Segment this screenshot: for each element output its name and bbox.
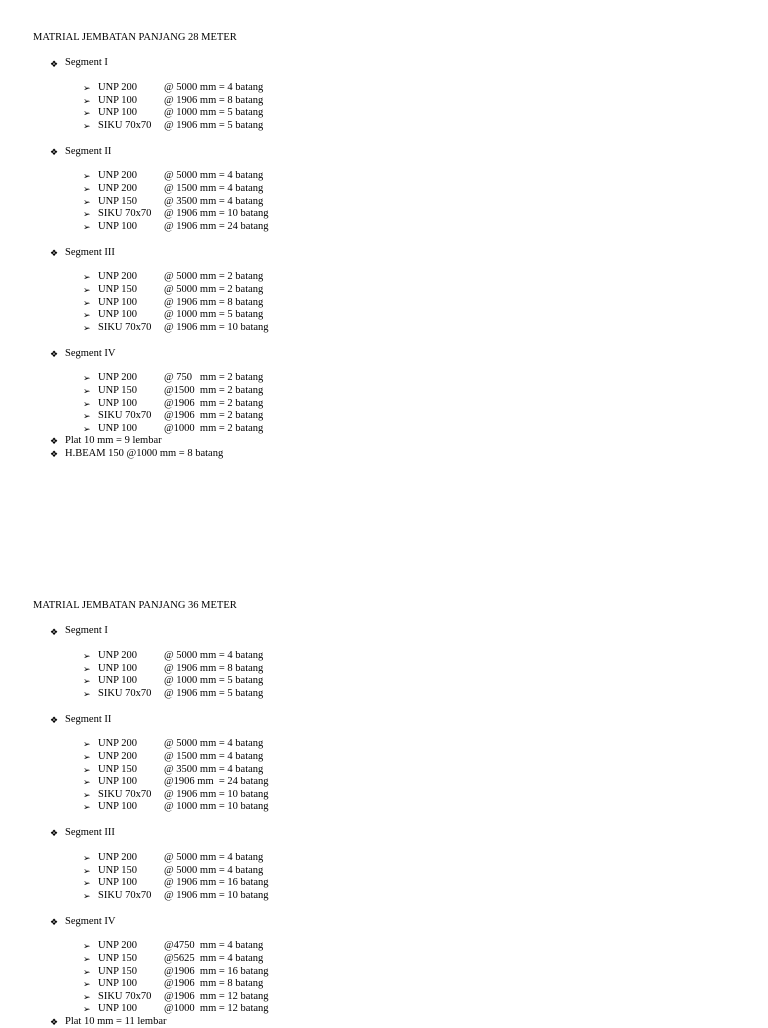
extra-material-item — [50, 435, 269, 448]
material-name: SIKU 70x70 — [98, 990, 152, 1002]
section-title: MATRIAL JEMBATAN PANJANG 28 METER — [33, 32, 237, 43]
material-name: UNP 100 — [98, 877, 137, 889]
material-name: SIKU 70x70 — [98, 410, 152, 422]
arrow-bullet-icon: ➢ — [83, 651, 91, 661]
arrow-bullet-icon: ➢ — [83, 398, 91, 409]
material-item — [83, 82, 269, 95]
material-list — [83, 82, 269, 132]
material-item — [83, 940, 269, 953]
material-spec: @ 1906 mm = 8 batang — [164, 94, 264, 106]
material-spec: @ 5000 mm = 4 batang — [164, 738, 264, 750]
segment — [33, 915, 269, 1016]
material-item — [83, 208, 269, 221]
material-spec: @ 1000 mm = 5 batang — [164, 309, 264, 321]
material-item — [83, 764, 269, 777]
material-name: UNP 150 — [98, 283, 137, 295]
material-spec: @1906 mm = 16 batang — [164, 965, 269, 977]
material-spec: @1000 mm = 2 batang — [164, 422, 264, 434]
material-name: UNP 200 — [98, 650, 137, 661]
material-spec: @1000 mm = 12 batang — [164, 1003, 269, 1015]
material-name: UNP 150 — [98, 384, 137, 396]
extra-materials — [50, 435, 269, 460]
segment-heading — [50, 347, 269, 360]
arrow-bullet-icon: ➢ — [83, 284, 91, 295]
arrow-bullet-icon: ➢ — [83, 663, 91, 674]
material-item — [83, 865, 269, 878]
arrow-bullet-icon: ➢ — [83, 209, 91, 220]
material-name: SIKU 70x70 — [98, 889, 152, 901]
arrow-bullet-icon: ➢ — [83, 688, 91, 699]
segment-heading — [50, 827, 269, 840]
material-spec: @ 1906 mm = 16 batang — [164, 877, 269, 889]
arrow-bullet-icon: ➢ — [83, 966, 91, 977]
material-spec: @ 5000 mm = 4 batang — [164, 82, 264, 93]
arrow-bullet-icon: ➢ — [83, 941, 91, 952]
material-spec: @ 1906 mm = 5 batang — [164, 687, 264, 699]
material-name: UNP 150 — [98, 965, 137, 977]
material-item — [83, 423, 269, 436]
material-item — [83, 978, 269, 991]
material-list — [83, 372, 269, 435]
material-spec: @ 5000 mm = 2 batang — [164, 283, 264, 295]
arrow-bullet-icon: ➢ — [83, 385, 91, 396]
section-28m — [33, 32, 269, 460]
arrow-bullet-icon: ➢ — [83, 802, 91, 813]
material-item — [83, 801, 269, 814]
arrow-bullet-icon: ➢ — [83, 751, 91, 762]
material-item — [83, 309, 269, 322]
diamond-bullet-icon: ❖ — [50, 714, 59, 725]
material-spec: @1906 mm = 2 batang — [164, 397, 264, 409]
diamond-bullet-icon: ❖ — [50, 1016, 59, 1027]
arrow-bullet-icon: ➢ — [83, 739, 91, 750]
segment-heading — [50, 625, 269, 638]
material-list — [83, 271, 269, 334]
segment-label: Segment II — [65, 145, 112, 157]
arrow-bullet-icon: ➢ — [83, 221, 91, 232]
diamond-bullet-icon: ❖ — [50, 58, 59, 69]
arrow-bullet-icon: ➢ — [83, 764, 91, 775]
material-spec: @ 1906 mm = 8 batang — [164, 296, 264, 308]
material-spec: @ 1500 mm = 4 batang — [164, 182, 264, 194]
arrow-bullet-icon: ➢ — [83, 171, 91, 182]
extra-material-item — [50, 448, 269, 461]
material-item — [83, 738, 269, 751]
material-name: UNP 150 — [98, 763, 137, 775]
arrow-bullet-icon: ➢ — [83, 865, 91, 876]
material-item — [83, 1003, 269, 1016]
segment — [33, 145, 269, 233]
arrow-bullet-icon: ➢ — [83, 777, 91, 788]
arrow-bullet-icon: ➢ — [83, 322, 91, 333]
material-item — [83, 953, 269, 966]
material-spec: @ 3500 mm = 4 batang — [164, 195, 264, 207]
segment-heading — [50, 57, 269, 70]
material-spec: @ 1000 mm = 5 batang — [164, 675, 264, 687]
arrow-bullet-icon: ➢ — [83, 890, 91, 901]
material-spec: @ 1906 mm = 10 batang — [164, 788, 269, 800]
diamond-bullet-icon: ❖ — [50, 247, 59, 258]
material-item — [83, 675, 269, 688]
material-item — [83, 991, 269, 1004]
material-name: UNP 100 — [98, 1003, 137, 1015]
extra-material-text: H.BEAM 150 @1000 mm = 8 batang — [65, 447, 224, 459]
material-item — [83, 284, 269, 297]
segment-label: Segment III — [65, 827, 115, 839]
diamond-bullet-icon: ❖ — [50, 448, 59, 459]
segment-label: Segment III — [65, 246, 115, 258]
material-spec: @ 1906 mm = 8 batang — [164, 662, 264, 674]
arrow-bullet-icon: ➢ — [83, 196, 91, 207]
material-spec: @ 5000 mm = 4 batang — [164, 851, 264, 863]
arrow-bullet-icon: ➢ — [83, 991, 91, 1002]
material-name: UNP 200 — [98, 851, 137, 863]
arrow-bullet-icon: ➢ — [83, 95, 91, 106]
arrow-bullet-icon: ➢ — [83, 789, 91, 800]
segment-heading — [50, 246, 269, 259]
material-name: UNP 100 — [98, 107, 137, 119]
extra-material-item — [50, 1016, 269, 1028]
arrow-bullet-icon: ➢ — [83, 676, 91, 687]
arrow-bullet-icon: ➢ — [83, 272, 91, 283]
material-name: UNP 150 — [98, 195, 137, 207]
material-spec: @ 750 mm = 2 batang — [164, 372, 264, 384]
material-name: UNP 150 — [98, 864, 137, 876]
material-name: UNP 200 — [98, 372, 137, 384]
material-spec: @ 5000 mm = 4 batang — [164, 864, 264, 876]
material-name: UNP 200 — [98, 271, 137, 283]
material-list — [83, 940, 269, 1016]
material-list — [83, 170, 269, 233]
material-list — [83, 650, 269, 700]
segment-heading — [50, 713, 269, 726]
material-spec: @1906 mm = 8 batang — [164, 978, 264, 990]
section-title: MATRIAL JEMBATAN PANJANG 36 METER — [33, 600, 237, 611]
material-spec: @ 1906 mm = 10 batang — [164, 208, 269, 220]
segment — [33, 713, 269, 814]
arrow-bullet-icon: ➢ — [83, 1004, 91, 1015]
segment-label: Segment II — [65, 713, 112, 725]
material-item — [83, 789, 269, 802]
segment-heading — [50, 145, 269, 158]
material-item — [83, 776, 269, 789]
material-spec: @ 1500 mm = 4 batang — [164, 750, 264, 762]
material-name: UNP 100 — [98, 662, 137, 674]
material-spec: @1906 mm = 24 batang — [164, 776, 269, 788]
material-spec: @1906 mm = 2 batang — [164, 410, 264, 422]
material-spec: @ 1906 mm = 10 batang — [164, 321, 269, 333]
material-item — [83, 398, 269, 411]
material-list — [83, 738, 269, 814]
arrow-bullet-icon: ➢ — [83, 852, 91, 863]
material-item — [83, 297, 269, 310]
material-spec: @1906 mm = 12 batang — [164, 990, 269, 1002]
diamond-bullet-icon: ❖ — [50, 828, 59, 839]
segment-heading — [50, 915, 269, 928]
material-item — [83, 120, 269, 133]
material-name: SIKU 70x70 — [98, 788, 152, 800]
material-item — [83, 322, 269, 335]
material-name: UNP 100 — [98, 776, 137, 788]
material-spec: @ 5000 mm = 2 batang — [164, 271, 264, 283]
extra-material-text: Plat 10 mm = 11 lembar — [65, 1015, 167, 1027]
material-spec: @ 1906 mm = 5 batang — [164, 119, 264, 131]
arrow-bullet-icon: ➢ — [83, 183, 91, 194]
diamond-bullet-icon: ❖ — [50, 626, 59, 637]
material-name: UNP 100 — [98, 422, 137, 434]
diamond-bullet-icon: ❖ — [50, 348, 59, 359]
material-name: UNP 100 — [98, 801, 137, 813]
segment-label: Segment IV — [65, 347, 116, 359]
arrow-bullet-icon: ➢ — [83, 108, 91, 119]
segment — [33, 347, 269, 435]
extra-materials — [50, 1016, 269, 1028]
segment — [33, 625, 269, 700]
extra-material-text: Plat 10 mm = 9 lembar — [65, 435, 162, 447]
material-spec: @ 1906 mm = 24 batang — [164, 220, 269, 232]
material-item — [83, 372, 269, 385]
material-name: UNP 100 — [98, 309, 137, 321]
segment-label: Segment IV — [65, 915, 116, 927]
material-name: SIKU 70x70 — [98, 321, 152, 333]
material-name: UNP 100 — [98, 675, 137, 687]
material-item — [83, 183, 269, 196]
material-name: UNP 200 — [98, 940, 137, 952]
arrow-bullet-icon: ➢ — [83, 120, 91, 131]
material-item — [83, 966, 269, 979]
material-spec: @4750 mm = 4 batang — [164, 940, 264, 952]
arrow-bullet-icon: ➢ — [83, 878, 91, 889]
material-name: UNP 200 — [98, 750, 137, 762]
arrow-bullet-icon: ➢ — [83, 373, 91, 384]
material-name: UNP 200 — [98, 82, 137, 93]
material-item — [83, 385, 269, 398]
arrow-bullet-icon: ➢ — [83, 310, 91, 321]
material-spec: @ 3500 mm = 4 batang — [164, 763, 264, 775]
material-item — [83, 170, 269, 183]
arrow-bullet-icon: ➢ — [83, 297, 91, 308]
material-spec: @ 5000 mm = 4 batang — [164, 170, 264, 182]
material-item — [83, 751, 269, 764]
material-name: UNP 150 — [98, 952, 137, 964]
material-name: UNP 200 — [98, 738, 137, 750]
segment — [33, 246, 269, 334]
arrow-bullet-icon: ➢ — [83, 83, 91, 93]
material-item — [83, 410, 269, 423]
material-spec: @5625 mm = 4 batang — [164, 952, 264, 964]
segment-label: Segment I — [65, 625, 108, 637]
material-item — [83, 196, 269, 209]
section-36m — [33, 600, 269, 1028]
material-name: SIKU 70x70 — [98, 119, 152, 131]
material-name: UNP 100 — [98, 220, 137, 232]
material-list — [83, 852, 269, 902]
material-name: SIKU 70x70 — [98, 208, 152, 220]
arrow-bullet-icon: ➢ — [83, 953, 91, 964]
diamond-bullet-icon: ❖ — [50, 436, 59, 447]
material-spec: @ 1906 mm = 10 batang — [164, 889, 269, 901]
segment — [33, 827, 269, 902]
material-name: SIKU 70x70 — [98, 687, 152, 699]
arrow-bullet-icon: ➢ — [83, 979, 91, 990]
material-item — [83, 650, 269, 663]
arrow-bullet-icon: ➢ — [83, 423, 91, 434]
segment — [33, 57, 269, 132]
material-spec: @1500 mm = 2 batang — [164, 384, 264, 396]
material-spec: @ 1000 mm = 5 batang — [164, 107, 264, 119]
material-item — [83, 688, 269, 701]
arrow-bullet-icon: ➢ — [83, 411, 91, 422]
material-item — [83, 95, 269, 108]
material-item — [83, 271, 269, 284]
material-item — [83, 890, 269, 903]
material-item — [83, 221, 269, 234]
material-name: UNP 200 — [98, 170, 137, 182]
material-spec: @ 1000 mm = 10 batang — [164, 801, 269, 813]
material-name: UNP 100 — [98, 94, 137, 106]
material-spec: @ 5000 mm = 4 batang — [164, 650, 264, 661]
segment-label: Segment I — [65, 57, 108, 69]
material-name: UNP 100 — [98, 296, 137, 308]
material-item — [83, 852, 269, 865]
diamond-bullet-icon: ❖ — [50, 916, 59, 927]
material-name: UNP 200 — [98, 182, 137, 194]
diamond-bullet-icon: ❖ — [50, 146, 59, 157]
material-item — [83, 663, 269, 676]
material-name: UNP 100 — [98, 978, 137, 990]
material-name: UNP 100 — [98, 397, 137, 409]
material-item — [83, 877, 269, 890]
material-item — [83, 107, 269, 120]
